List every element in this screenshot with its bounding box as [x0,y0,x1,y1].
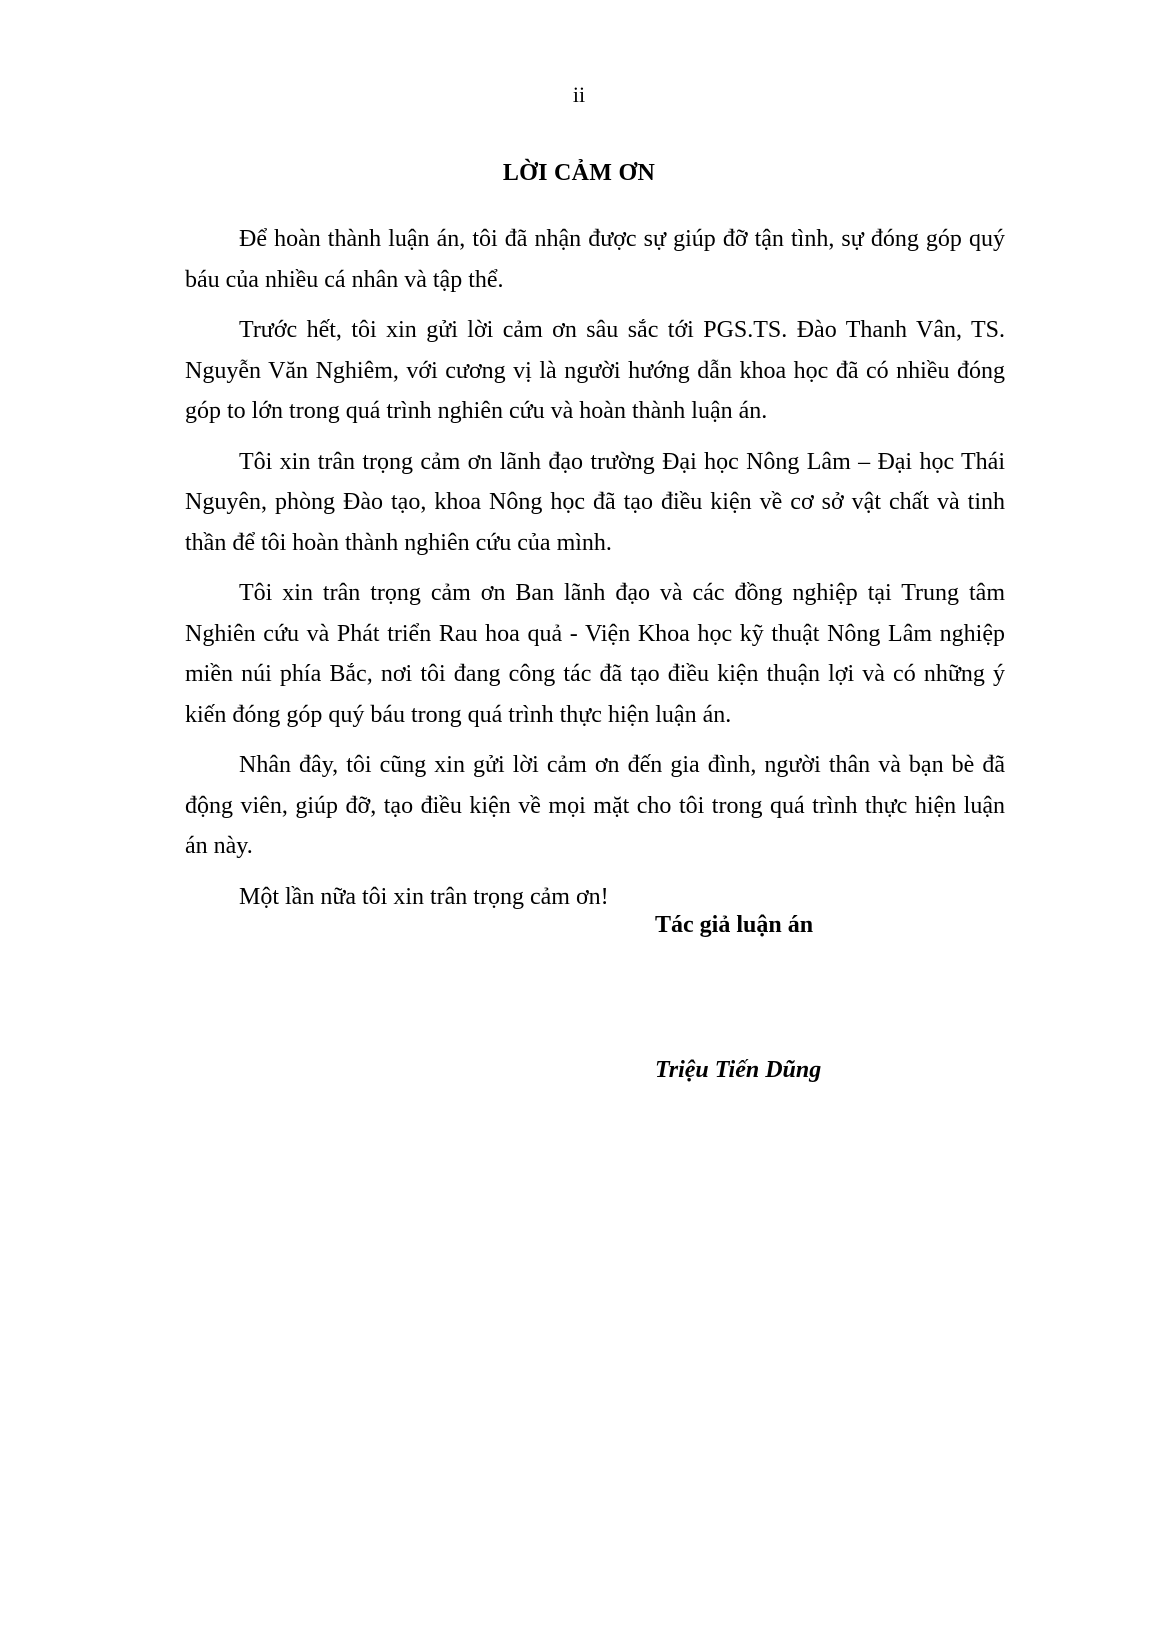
page-title: LỜI CẢM ƠN [502,160,656,186]
paragraph-6: Một lần nữa tôi xin trân trọng cảm ơn! [239,883,609,910]
acknowledgement-body [185,219,1005,927]
signature-title: Tác giả luận án [655,912,814,938]
signature-name: Triệu Tiến Dũng [655,1057,822,1083]
paragraph-4: Tôi xin trân trọng cảm ơn Ban lãnh đạo và các đồng nghiệp tại Trung tâm Nghiên cứu và Phát triển Rau hoa quả - Viện Khoa học kỹ thuật Nông Lâm nghiệp miền núi phía Bắc, nơi tôi đang công tác đã tạo điều kiện thuận lợi và có những ý kiến đóng góp quý báu trong quá trình thực hiện luận án. [185,580,1005,728]
paragraph-1: Để hoàn thành luận án, tôi đã nhận được sự giúp đỡ tận tình, sự đóng góp quý báu của nhiều cá nhân và tập thể. [185,226,1005,293]
paragraph-2: Trước hết, tôi xin gửi lời cảm ơn sâu sắc tới PGS.TS. Đào Thanh Vân, TS. Nguyễn Văn Nghiêm, với cương vị là người hướng dẫn khoa học đã có nhiều đóng góp to lớn trong quá trình nghiên cứu và hoàn thành luận án. [185,317,1005,424]
paragraph-5: Nhân đây, tôi cũng xin gửi lời cảm ơn đến gia đình, người thân và bạn bè đã động viên, giúp đỡ, tạo điều kiện về mọi mặt cho tôi trong quá trình thực hiện luận án này. [185,752,1005,859]
paragraph-3: Tôi xin trân trọng cảm ơn lãnh đạo trường Đại học Nông Lâm – Đại học Thái Nguyên, phòng Đào tạo, khoa Nông học đã tạo điều kiện về cơ sở vật chất và tinh thần để tôi hoàn thành nghiên cứu của mình. [185,448,1005,556]
page-number: ii [572,82,586,107]
